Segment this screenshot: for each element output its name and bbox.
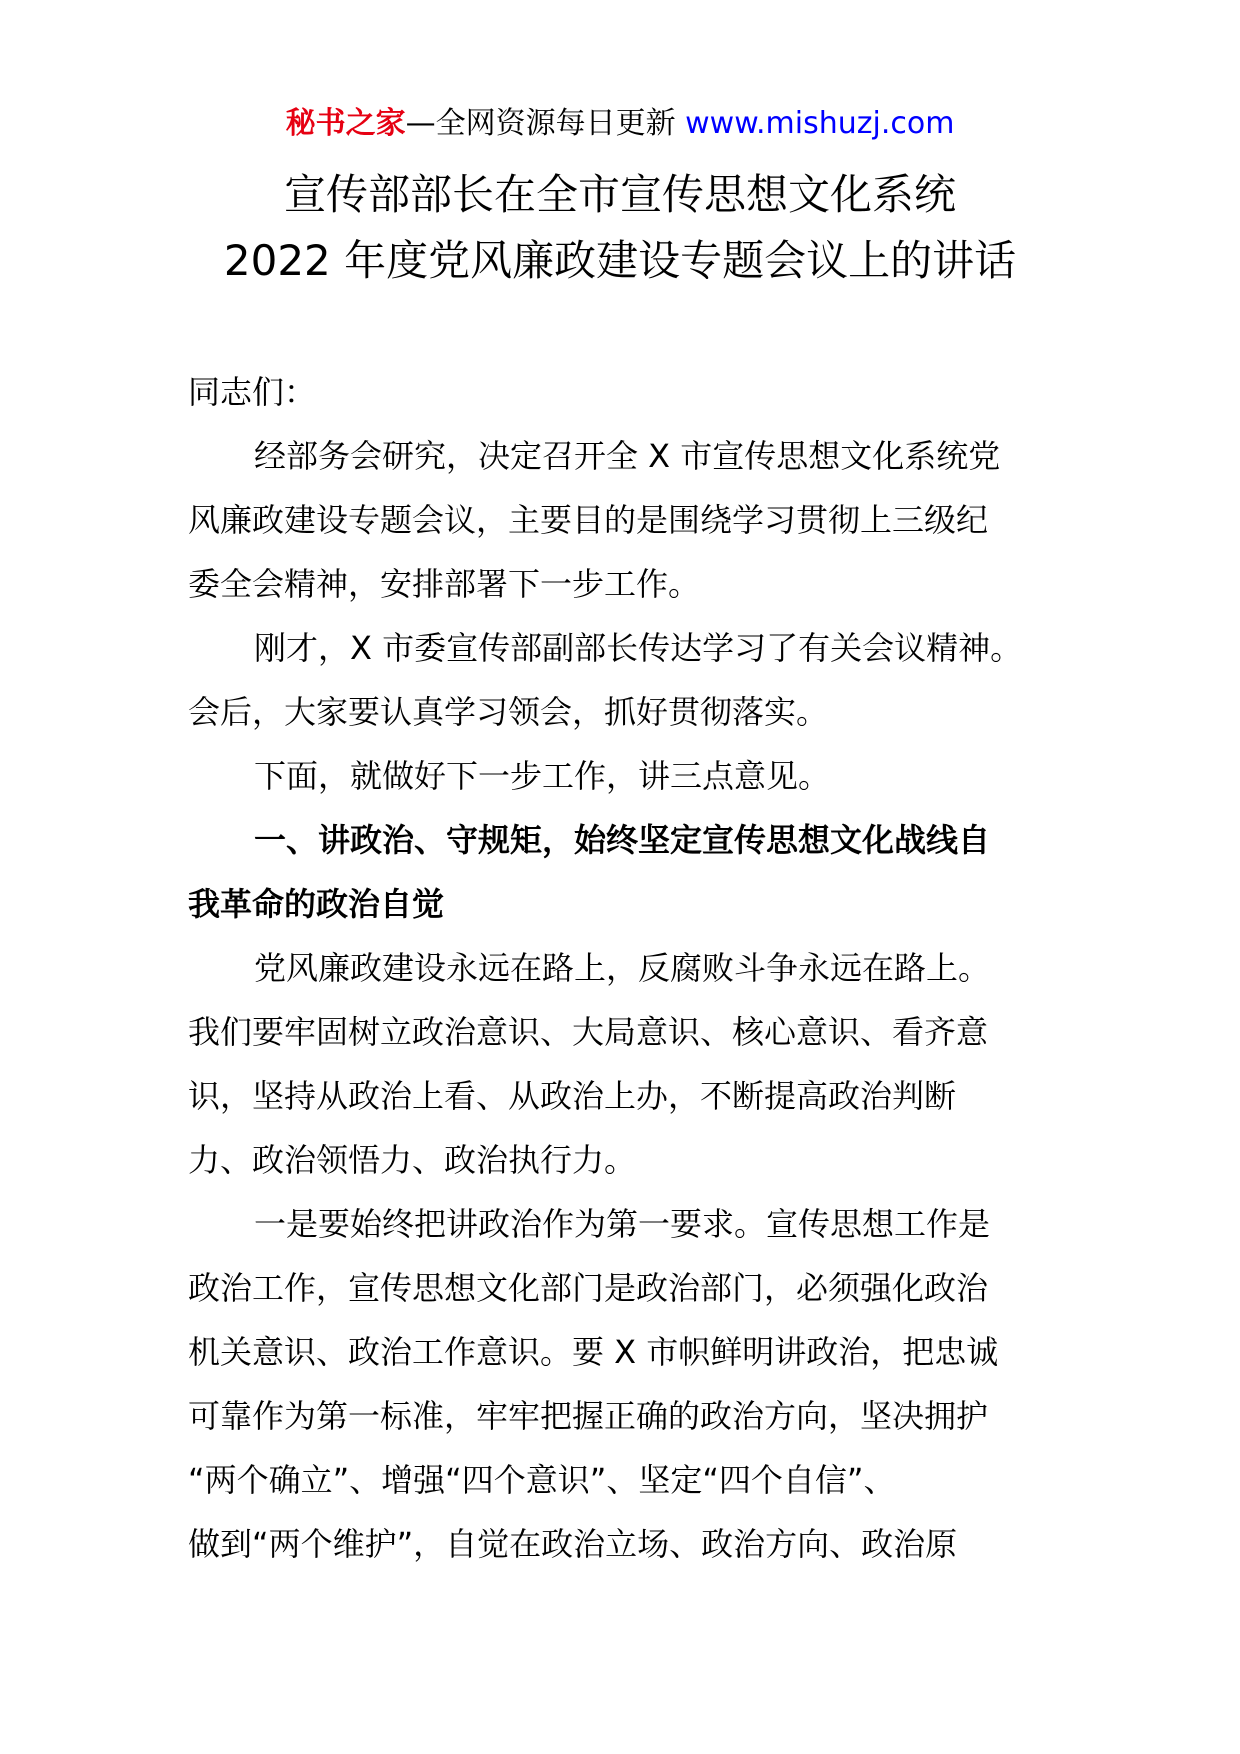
- body-text-line: 下面，就做好下一步工作，讲三点意见。: [254, 757, 831, 795]
- document-title-line-2: 2022 年度党风廉政建设专题会议上的讲话: [223, 236, 1017, 285]
- body-text-line: 机关意识、政治工作意识。要 X 市帜鲜明讲政治，把忠诚: [188, 1333, 999, 1371]
- body-text-line: 做到“两个维护”，自觉在政治立场、政治方向、政治原: [188, 1525, 958, 1563]
- body-text-line: 刚才，X 市委宣传部副部长传达学习了有关会议精神。: [254, 629, 1023, 667]
- body-text-line: 一是要始终把讲政治作为第一要求。宣传思想工作是: [254, 1205, 991, 1243]
- body-text-line: 委全会精神，安排部署下一步工作。: [188, 565, 701, 603]
- body-text-line: 风廉政建设专题会议，主要目的是围绕学习贯彻上三级纪: [188, 501, 989, 539]
- section-heading-line: 一、讲政治、守规矩，始终坚定宣传思想文化战线自: [254, 821, 991, 859]
- site-url-link[interactable]: www.mishuzj.com: [685, 106, 955, 141]
- body-text-line: 力、政治领悟力、政治执行力。: [188, 1141, 637, 1179]
- body-text-line: 同志们：: [188, 373, 317, 411]
- document-body: [188, 360, 1054, 1576]
- body-text-line: 会后，大家要认真学习领会，抓好贯彻落实。: [188, 693, 829, 731]
- site-header: [0, 102, 1240, 146]
- site-tagline: —全网资源每日更新: [405, 106, 686, 141]
- body-text-line: “两个确立”、增强“四个意识”、坚定“四个自信”、: [188, 1461, 896, 1499]
- section-heading-line: 我革命的政治自觉: [188, 885, 445, 923]
- site-brand: 秘书之家: [285, 106, 406, 141]
- body-text-line: 我们要牢固树立政治意识、大局意识、核心意识、看齐意: [188, 1013, 989, 1051]
- document-title-line-1: 宣传部部长在全市宣传思想文化系统: [283, 170, 956, 219]
- body-text-line: 识，坚持从政治上看、从政治上办，不断提高政治判断: [188, 1077, 957, 1115]
- body-text-line: 党风廉政建设永远在路上，反腐败斗争永远在路上。: [254, 949, 991, 987]
- body-text-line: 可靠作为第一标准，牢牢把握正确的政治方向，坚决拥护: [188, 1397, 989, 1435]
- body-text-line: 经部务会研究，决定召开全 X 市宣传思想文化系统党: [254, 437, 1001, 475]
- body-text-line: 政治工作，宣传思想文化部门是政治部门，必须强化政治: [188, 1269, 989, 1307]
